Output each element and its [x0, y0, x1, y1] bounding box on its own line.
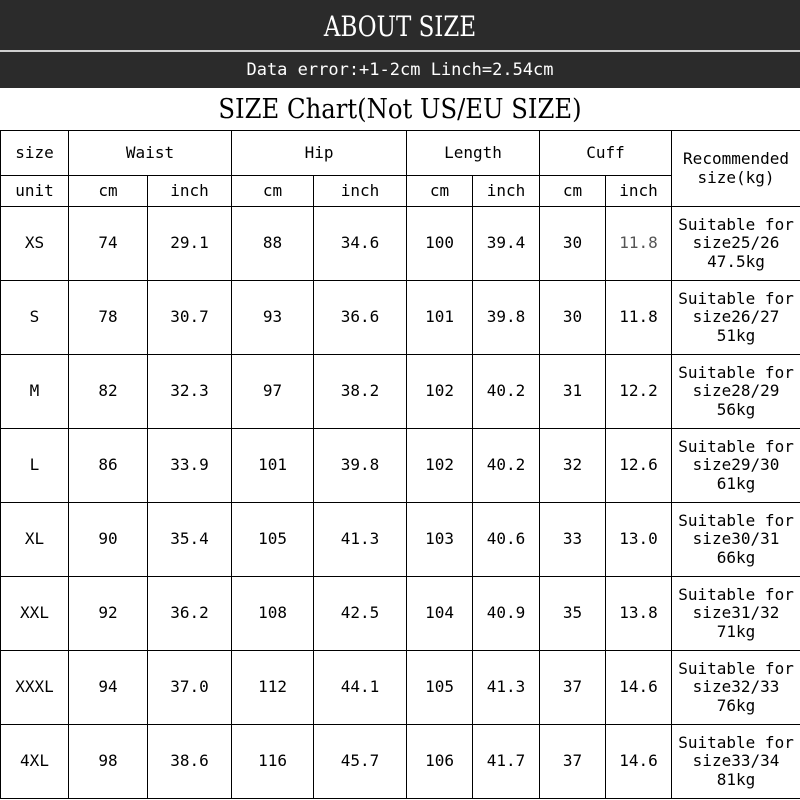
value-cell: 37.0	[148, 651, 232, 725]
value-cell: 40.6	[473, 503, 540, 577]
value-cell: 112	[232, 651, 314, 725]
size-cell: XS	[1, 207, 69, 281]
value-cell: 32.3	[148, 355, 232, 429]
value-cell: 38.6	[148, 725, 232, 799]
recommended-size-line: Suitable for	[678, 658, 794, 678]
size-cell: S	[1, 281, 69, 355]
banner-title: ABOUT SIZE	[323, 9, 477, 43]
table-row	[1, 281, 800, 355]
data-error-note: Data error:+1-2cm Linch=2.54cm	[246, 60, 554, 80]
recommended-size-line: Suitable for	[678, 436, 794, 456]
value-cell: 11.8	[606, 281, 672, 355]
recommended-size-line: Suitable for	[678, 510, 794, 530]
value-cell: 13.8	[606, 577, 672, 651]
value-cell: 36.2	[148, 577, 232, 651]
value-cell: 12.6	[606, 429, 672, 503]
recommended-size-line: size29/30	[692, 455, 780, 475]
value-cell: 40.9	[473, 577, 540, 651]
value-cell: 101	[232, 429, 314, 503]
value-cell: 30.7	[148, 281, 232, 355]
value-cell: 14.6	[606, 725, 672, 799]
value-cell: 37	[540, 651, 606, 725]
value-cell: 108	[232, 577, 314, 651]
value-cell: 11.8	[606, 207, 672, 281]
value-cell: 30	[540, 281, 606, 355]
about-size-banner	[0, 0, 800, 88]
value-cell: 39.8	[314, 429, 407, 503]
value-cell: 40.2	[473, 429, 540, 503]
recommended-size-line: size30/31	[692, 529, 780, 549]
recommended-size-line: 47.5kg	[707, 251, 765, 271]
unit-cell: cm	[540, 176, 606, 207]
value-cell: 38.2	[314, 355, 407, 429]
recommended-size-line: 76kg	[716, 695, 756, 715]
recommended-size-line: Suitable for	[678, 288, 794, 308]
recommended-size-line: 61kg	[716, 473, 756, 493]
value-cell: 14.6	[606, 651, 672, 725]
recommended-size-line: size28/29	[692, 381, 780, 401]
recommended-unit-label: size(kg)	[697, 167, 775, 187]
recommended-size-line: Suitable for	[678, 214, 794, 234]
table-row	[1, 207, 800, 281]
value-cell: 106	[407, 725, 473, 799]
table-row	[1, 725, 800, 799]
value-cell: 32	[540, 429, 606, 503]
size-cell: XXXL	[1, 651, 69, 725]
recommended-size-line: Suitable for	[678, 732, 794, 752]
recommended-size-header	[672, 131, 800, 207]
value-cell: 105	[232, 503, 314, 577]
recommended-size-line: size33/34	[692, 751, 780, 771]
waist-header: Waist	[69, 131, 232, 176]
length-header: Length	[407, 131, 540, 176]
recommended-size-line: size25/26	[692, 233, 780, 253]
value-cell: 34.6	[314, 207, 407, 281]
value-cell: 116	[232, 725, 314, 799]
value-cell: 33	[540, 503, 606, 577]
size-cell: M	[1, 355, 69, 429]
value-cell: 92	[69, 577, 148, 651]
table-row	[1, 429, 800, 503]
size-cell: XXL	[1, 577, 69, 651]
recommended-size-line: size31/32	[692, 603, 780, 623]
value-cell: 39.8	[473, 281, 540, 355]
recommended-label: Recommended	[683, 149, 790, 169]
value-cell: 93	[232, 281, 314, 355]
value-cell: 35	[540, 577, 606, 651]
table-row	[1, 577, 800, 651]
value-cell: 30	[540, 207, 606, 281]
value-cell: 39.4	[473, 207, 540, 281]
value-cell: 88	[232, 207, 314, 281]
value-cell: 74	[69, 207, 148, 281]
cuff-header: Cuff	[540, 131, 672, 176]
size-chart-table	[0, 130, 800, 799]
recommended-size-line: Suitable for	[678, 584, 794, 604]
recommended-size-line: size32/33	[692, 677, 780, 697]
value-cell: 102	[407, 355, 473, 429]
value-cell: 37	[540, 725, 606, 799]
value-cell: 35.4	[148, 503, 232, 577]
size-header: size	[1, 131, 69, 176]
table-row	[1, 651, 800, 725]
recommended-size-cell	[672, 577, 800, 651]
value-cell: 33.9	[148, 429, 232, 503]
value-cell: 105	[407, 651, 473, 725]
unit-cell: inch	[148, 176, 232, 207]
value-cell: 29.1	[148, 207, 232, 281]
unit-cell: cm	[69, 176, 148, 207]
recommended-size-line: 71kg	[716, 621, 756, 641]
value-cell: 36.6	[314, 281, 407, 355]
value-cell: 94	[69, 651, 148, 725]
unit-cell: inch	[473, 176, 540, 207]
value-cell: 100	[407, 207, 473, 281]
value-cell: 41.3	[473, 651, 540, 725]
recommended-size-cell	[672, 355, 800, 429]
table-row	[1, 355, 800, 429]
recommended-size-cell	[672, 503, 800, 577]
value-cell: 98	[69, 725, 148, 799]
unit-header: unit	[1, 176, 69, 207]
recommended-size-cell	[672, 207, 800, 281]
value-cell: 42.5	[314, 577, 407, 651]
recommended-size-line: 81kg	[716, 769, 756, 789]
value-cell: 104	[407, 577, 473, 651]
value-cell: 12.2	[606, 355, 672, 429]
recommended-size-line: 56kg	[716, 399, 756, 419]
recommended-size-line: Suitable for	[678, 362, 794, 382]
table-row	[1, 503, 800, 577]
value-cell: 101	[407, 281, 473, 355]
value-cell: 13.0	[606, 503, 672, 577]
unit-cell: cm	[232, 176, 314, 207]
unit-cell: cm	[407, 176, 473, 207]
header-row-groups	[1, 131, 800, 176]
value-cell: 40.2	[473, 355, 540, 429]
value-cell: 41.7	[473, 725, 540, 799]
value-cell: 45.7	[314, 725, 407, 799]
recommended-size-line: 51kg	[716, 325, 756, 345]
size-cell: L	[1, 429, 69, 503]
value-cell: 97	[232, 355, 314, 429]
value-cell: 102	[407, 429, 473, 503]
unit-cell: inch	[314, 176, 407, 207]
size-chart-title: SIZE Chart(Not US/EU SIZE)	[218, 93, 582, 125]
value-cell: 86	[69, 429, 148, 503]
recommended-size-line: size26/27	[692, 307, 780, 327]
recommended-size-cell	[672, 429, 800, 503]
value-cell: 90	[69, 503, 148, 577]
value-cell: 103	[407, 503, 473, 577]
hip-header: Hip	[232, 131, 407, 176]
size-cell: 4XL	[1, 725, 69, 799]
value-cell: 78	[69, 281, 148, 355]
recommended-size-cell	[672, 725, 800, 799]
value-cell: 31	[540, 355, 606, 429]
recommended-size-cell	[672, 651, 800, 725]
unit-cell: inch	[606, 176, 672, 207]
value-cell: 44.1	[314, 651, 407, 725]
value-cell: 41.3	[314, 503, 407, 577]
recommended-size-cell	[672, 281, 800, 355]
recommended-size-line: 66kg	[716, 547, 756, 567]
value-cell: 82	[69, 355, 148, 429]
size-cell: XL	[1, 503, 69, 577]
